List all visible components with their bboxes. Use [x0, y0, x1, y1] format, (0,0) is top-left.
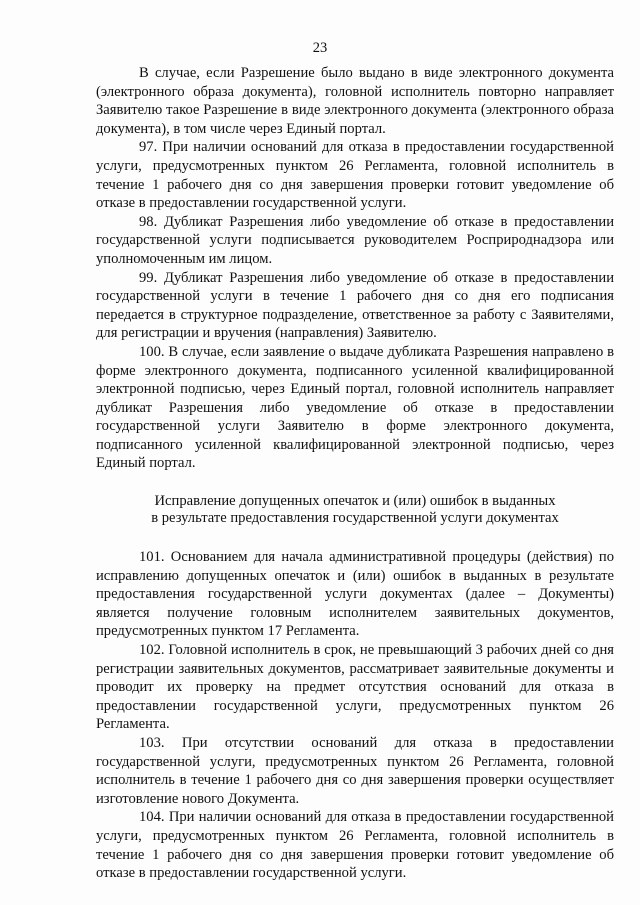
- section-heading: [96, 493, 614, 527]
- paragraph-99: 99. Дубликат Разрешения либо уведомление об отказе в предоставлении государственной услуги в течение 1 рабочего дня со дня его подписания передается в структурное подразделение, ответственное за работу с Заявителями, для регистрации и вручения (направления) Заявителю.: [96, 269, 614, 342]
- paragraph-104: 104. При наличии оснований для отказа в предоставлении государственной услуги, предусмотренных пунктом 26 Регламента, головной исполнитель в течение 1 рабочего дня со дня завершения проверки готовит уведомление об отказе в предоставлении государственной услуги.: [96, 809, 614, 882]
- paragraph-98: 98. Дубликат Разрешения либо уведомление об отказе в предоставлении государственной услуги подписывается руководителем Росприроднадзора или уполномоченным им лицом.: [96, 213, 614, 267]
- paragraph-97: 97. При наличии оснований для отказа в предоставлении государственной услуги, предусмотренных пунктом 26 Регламента, головной исполнитель в течение 1 рабочего дня со дня завершения проверки готовит уведомление об отказе в предоставлении государственной услуги.: [96, 139, 614, 212]
- paragraph-100: 100. В случае, если заявление о выдаче дубликата Разрешения направлено в форме электронного документа, подписанного усиленной квалифицированной электронной подписью, через Единый портал, головной исполнитель направляет дубликат Разрешения либо уведомление об отказе в предоставлении государственной услуги Заявителю в форме электронного документа, подписанного усиленной квалифицированной электронной подписью, через Единый портал.: [96, 343, 614, 472]
- page-number: 23: [312, 40, 328, 56]
- section-heading-line-1: Исправление допущенных опечаток и (или) ошибок в выданных: [154, 493, 556, 510]
- document-body: [96, 64, 614, 883]
- paragraph-103: 103. При отсутствии оснований для отказа в предоставлении государственной услуги, предусмотренных пунктом 26 Регламента, головной исполнитель в течение 1 рабочего дня со дня завершения проверки осуществляет изготовление нового Документа.: [96, 735, 614, 807]
- paragraph-101: 101. Основанием для начала административной процедуры (действия) по исправлению допущенных опечаток и (или) ошибок в выданных в результате предоставления государственной услуги документах (далее – Документы) является получение головным исполнителем заявительных документов, предусмотренных пунктом 17 Регламента.: [96, 549, 614, 640]
- section-heading-line-2: в результате предоставления государственной услуги документах: [151, 510, 559, 527]
- paragraph-electronic-permit: В случае, если Разрешение было выдано в виде электронного документа (электронного образа документа), головной исполнитель повторно направляет Заявителю такое Разрешение в виде электронного документа (электронного образа документа), в том числе через Единый портал.: [96, 65, 614, 137]
- paragraph-102: 102. Головной исполнитель в срок, не превышающий 3 рабочих дней со дня регистрации заявительных документов, рассматривает заявительные документы и проводит их проверку на предмет отсутствия оснований для отказа в предоставлении государственной услуги, предусмотренных пунктом 26 Регламента.: [96, 642, 614, 733]
